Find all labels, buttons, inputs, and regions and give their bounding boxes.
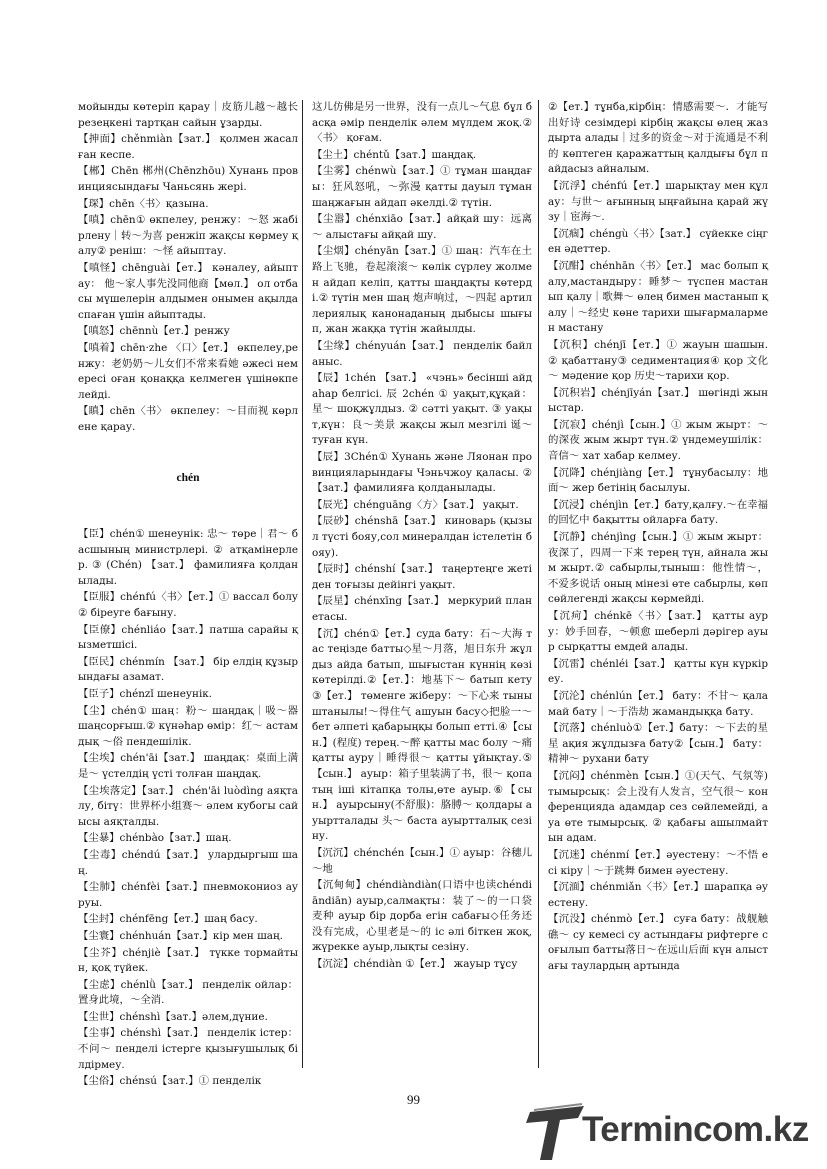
dictionary-entry: 【郴】Chēn 郴州(Chēnzhōu) Хунань провинциясындағы Чаньсянь жері. [78,165,298,193]
dictionary-entry: 【沉湎】chénmiǎn〈书〉【ет.】шарапқа әуестену. [548,881,768,909]
dictionary-entry: 【尘埃落定】【зат.】 chén'āi luòdìng аяқталу, бітү：世界杯小组赛～ әлем кубогы сайысы аяқталды. [78,784,298,828]
dictionary-entry: 【沉积岩】chénjīyán【зат.】 шөгінді жыныстар. [548,386,768,415]
page-number: 99 [407,1092,420,1107]
dictionary-entry: 【辰砂】chénshā【зат.】 киноварь (қызыл түсті бояу,сол минералдан істелетін бояу). [312,515,532,559]
dictionary-entry: 【尘芥】chénjiè【зат.】 түкке тормайтын, қоқ түйек. [78,946,298,975]
dictionary-entry: 【尘暴】chénbào【зат.】шаң. [78,832,232,845]
dictionary-entry: 【沉沦】chénlún【ет.】 бату：不甘～ қаламай бату｜～于浩劫 жамандыққа бату. [548,689,768,718]
dictionary-entry: 【沉沉】chénchén【сын.】① ауыр：谷穗儿～地 [312,846,532,875]
dictionary-entry: 【辰时】chénshí【зат.】 таңертеңге жетіден тоғызы дейінгі уақыт. [312,563,532,591]
dictionary-entry: 【沉闷】chénmèn【сын.】①(天气、气氛等) тымырсық：会上没有人发言，空气很～ конференцияда адамдар сез сөйлемейді, ауа өте тымырсық. ② қабағы ашылмайтын адам. [548,769,768,845]
dictionary-entry: 【尘缘】chényuán【зат.】 пенделік байланыс. [312,339,532,368]
column-1-entries [78,100,298,435]
dictionary-entry: 【尘烟】chényān【зат.】① шаң：汽车在土路上飞驰，卷起滚滚～ көлік сүрлеу жолмен айдап келіп, қатты шаңдақты көтерді.② түтін мен шаң 炮声响过，～四起 артиллериялық канонаданың дыбысы шығып, жан жаққа түтін жайылды. [312,245,532,336]
dictionary-entry: 【尘嚣】chénxiāo【зат.】айқай шу：远离～ алыстағы айқай шу. [312,213,532,241]
dictionary-entry: 【尘封】chénfēng【ет.】шаң басу. [78,913,258,926]
column-3 [548,100,768,1068]
dictionary-entry: 【臣民】chénmín 【зат.】 бір елдің құзырындағы азамат. [78,655,298,684]
logo-text: Termincom.kz [582,1110,809,1149]
dictionary-entry: 【沉雷】chénléi【зат.】 қатты күн күркіреу. [548,657,768,686]
dictionary-entry: 【嗔怒】chēnnù【ет.】ренжу [78,325,230,338]
dictionary-entry: 【尘土】chéntǔ【зат.】шаңдақ. [312,148,477,161]
dictionary-entry: 【沉迷】chénmí【ет.】әуестену：～不悟 есі кіру｜～于跳舞 бимен әуестену. [548,848,768,877]
column-divider-1 [302,100,303,1068]
dictionary-entry: 【尘寰】chénhuán【зат.】кір мен шаң. [78,929,283,942]
dictionary-entry: мойынды көтеріп қарау｜皮筋儿越～越长 резеңкені тартқан сайын ұзарды. [78,101,298,129]
dictionary-entry: 【沉浮】chénfú【ет.】шарықтау мен құлау：与世～ ағынның ыңғайына қарай жүзу｜宦海～. [548,179,768,224]
dictionary-entry: 【辰】1chén 【зат.】 «чэнь» бесінші айдаһар белгісі. 辰 2chén ① уақыт,құқай：星～ шоқжұлдыз. ② сәтті уақыт. ③ уақыт,күн：良～美景 жақсы жыл мезгілі 诞～ туған күн. [312,372,532,447]
dictionary-entry: 【尘俗】chénsú【зат.】① пенделік [78,1075,262,1088]
dictionary-entry: 【嗔】chēn① өкпелеу, ренжу：～怒 жабірлену｜转～为喜 ренжіп жақсы көрмеу қалу② реніш：～怪 айыптау. [78,214,298,258]
dictionary-entry: 【沉疴】chénkē〈书〉【зат.】 қатты ауру：妙手回春，～顿愈 шеберлі дәрігер ауыр сырқатты емдей алады. [548,610,768,654]
dictionary-entry: 【辰星】chénxīng【зат.】 меркурий планетасы. [312,595,532,623]
dictionary-entry: 【沉酣】chénhān〈书〉【ет.】 мас болып қалу,мастандыру：睡梦～ түспен мастанып қалу｜歌舞～ өлең бимен мастанып қалу｜～经史 көне тарихи шығармалармен мастану [548,259,768,335]
dictionary-entry: 【沉】chén①【ет.】суда бату：石～大海 тас теңізде батты◇星～月落，旭日东升 жұлдыз айда батып, шығыстан күннің көзі көтерілді.②【ет.】：地基下～ батып кету③【ет.】 төменге жіберу：～下心来 тыныштанылы!～得住气 ашуын басу◇把脸一～ бет әлпеті қабарыңқы болып етті.④【сын.】(程度) терең.～醉 қатты мас болу ～痛 қатты ауру｜睡得很～ қатты ұйықтау.⑤【сын.】 ауыр：箱子里装满了书，很～ қопатың іші кітапқа толы,өте ауыр.⑥【сын.】 ауырсыну(不舒服)：胳膊～ қолдары ауыртталады 头～ баста ауыртталық сезіну. [312,627,532,843]
column-divider-2 [538,100,539,1068]
dictionary-entry: 【沉降】chénjiàng【ет.】 тұнубасылу：地面～ жер бетінің басылуы. [548,466,768,495]
dictionary-entry: 【尘毒】chéndú【зат.】 улардыргыш шаң. [78,848,298,877]
dictionary-entry: 【嗔着】chēn·zhe 〈口〉【ет.】 өкпелеу,ренжу：老奶奶～儿女们不常来看她 әжесі немересі оған қонаққа келмеген үшінөкпелейді. [78,341,298,401]
column-2 [312,100,532,1068]
dictionary-entry: 【沉甸甸】chéndiàndiàn(口语中也读chéndiāndiān) ауыр,салмақты：装了～的一口袋麦种 ауыр бір дорба егін сабағы◇任务还没有完成，心里老是～的 іс әлі біткен жоқ, жүрекке ауыр,лықты сезіну. [312,879,532,954]
dictionary-entry: 【尘】chén① шаң：粉～ шаңдақ｜吸～器 шаңсорғыш.② күнәһар өмір：红～ астамдық ～俗 пендешілік. [78,704,298,748]
dictionary-entry: 【尘雾】chénwù【зат.】① тұман шаңдағы：狂风怒吼，～弥漫 қатты дауыл тұман шаңжағын айдап әкелді.② түтін. [312,165,532,209]
dictionary-entry: 【沉静】chénjìng【сын.】① жым жырт：夜深了，四周一下来 терең түн, айнала жым жырт.② сабырлы,тыныш：他性情～，不爱多说话 оның мінезі өте сабырлы, көп сөйлегенді жақсы көрмейді. [548,531,768,606]
dictionary-entry: 【沉落】chénluò①【ет.】бату：～下去的星星 ақия жұлдызға бату②【сын.】 бату：精神～ рухани бату [548,722,768,766]
dictionary-entry: ②【ет.】тұнба,кірбің：情感需要～．才能写出好诗 сезімдері кірбің жақсы өлең жаздырта алады｜过多的资金～对于流通是不利的 көптеген қаражаттың қалдығы бұл пайдасыз айналым. [548,101,768,176]
dictionary-entry: 【尘事】chénshì【зат.】 пенделік істер： 不问～ пенделі істерге қызығушылық білдірмеу. [78,1027,298,1071]
section-heading: chén [176,472,200,485]
dictionary-entry: 【臣子】chénzǐ шенеунік. [78,688,213,700]
dictionary-entry: 【尘世】chénshì【зат.】әлем,дүние. [78,1010,268,1023]
dictionary-entry: 【臣】chén① шенеунік: 忠～ төре｜君～ басшының министрлері. ② атқамінерлер. ③ (Chén) 【зат.】 фамилияға қолданылады. [78,528,298,587]
dictionary-entry: 【尘肺】chénfèi【зат.】пневмокониоз ауруы. [78,881,298,909]
dictionary-entry: 【沉痼】chéngù〈书〉【зат.】 сүйекке сіңген әдеттер. [548,227,768,256]
dictionary-entry: 【尘埃】chén'āi【зат.】 шаңдақ：桌面上满是～ үстелдің үсті толған шаңдақ. [78,752,298,780]
dictionary-entry: 【尘虑】chénlǜ【зат.】 пенделік ойлар：置身此境，～全消. [78,978,298,1007]
dictionary-entry: 这儿仿佛是另一世界，没有一点儿～气息 бұл басқа әмір пенделік әлем мүлдем жоқ.② 〈书〉 қоғам. [312,101,532,145]
dictionary-entry: 【沉淀】chéndiàn ①【ет.】 жауыр тұсу [312,958,518,971]
dictionary-entry: 【辰光】chénguāng〈方〉【зат.】 уақыт. [312,498,519,511]
dictionary-entry: 【辰】3Chén① Хунань және Ляонан провинцияларындағы Чэньчжоу қаласы. ②【зат.】фамилияға қолданылады. [312,451,532,495]
dictionary-entry: 【嗔怪】chēnguài【ет.】 кәналеу, айыптау： 他～家人事先没同他商【мөл.】 ол отбасы мүшелерін алдымен онымен ақылдаспаған үшін айыптады. [78,261,298,321]
dictionary-entry: 【沉没】chénmò【ет.】 суға бату：战舰触礁～ су кемесі су астындағы рифтерге соғылып батты落日～在远山后面 күн алыстағы таулардың артында [548,913,768,973]
dictionary-entry: 【臣服】chénfú〈书〉【ет.】① вассал болу② біреуге бағыну. [78,591,298,620]
logo-t-mark-icon [526,1102,586,1166]
column-1-entries-continued [78,527,298,1090]
dictionary-entry: 【沉寂】chénjì【сын.】① жым жырт：～的深夜 жым жырт түн.② үндемеушілік：音信～ хат хабар келмеу. [548,418,768,463]
dictionary-entry: 【琛】chēn〈书〉қазына. [78,197,209,210]
dictionary-entry: 【抻面】chěnmiàn【зат.】 қолмен жасалған кеспе. [78,133,298,161]
dictionary-entry: 【臣僚】chénliáo【зат.】патша сарайы қызметшісі. [78,623,298,652]
termincom-logo [526,1102,826,1166]
column-1 [78,100,298,1088]
dictionary-entry: 【瞋】chēn〈书〉 өкпелеу：～目而视 көрлене қарау. [78,405,298,433]
dictionary-entry: 【沉积】chénjī【ет.】① жауын шашын. ② қабаттану③ седиментация④ қор 文化～ мәдение қор 历史～тарихи қор. [548,338,768,383]
dictionary-entry: 【沉浸】chénjìn【ет.】бату,қалғу.～在幸福的回忆中 бақытты ойларға бату. [548,498,768,527]
